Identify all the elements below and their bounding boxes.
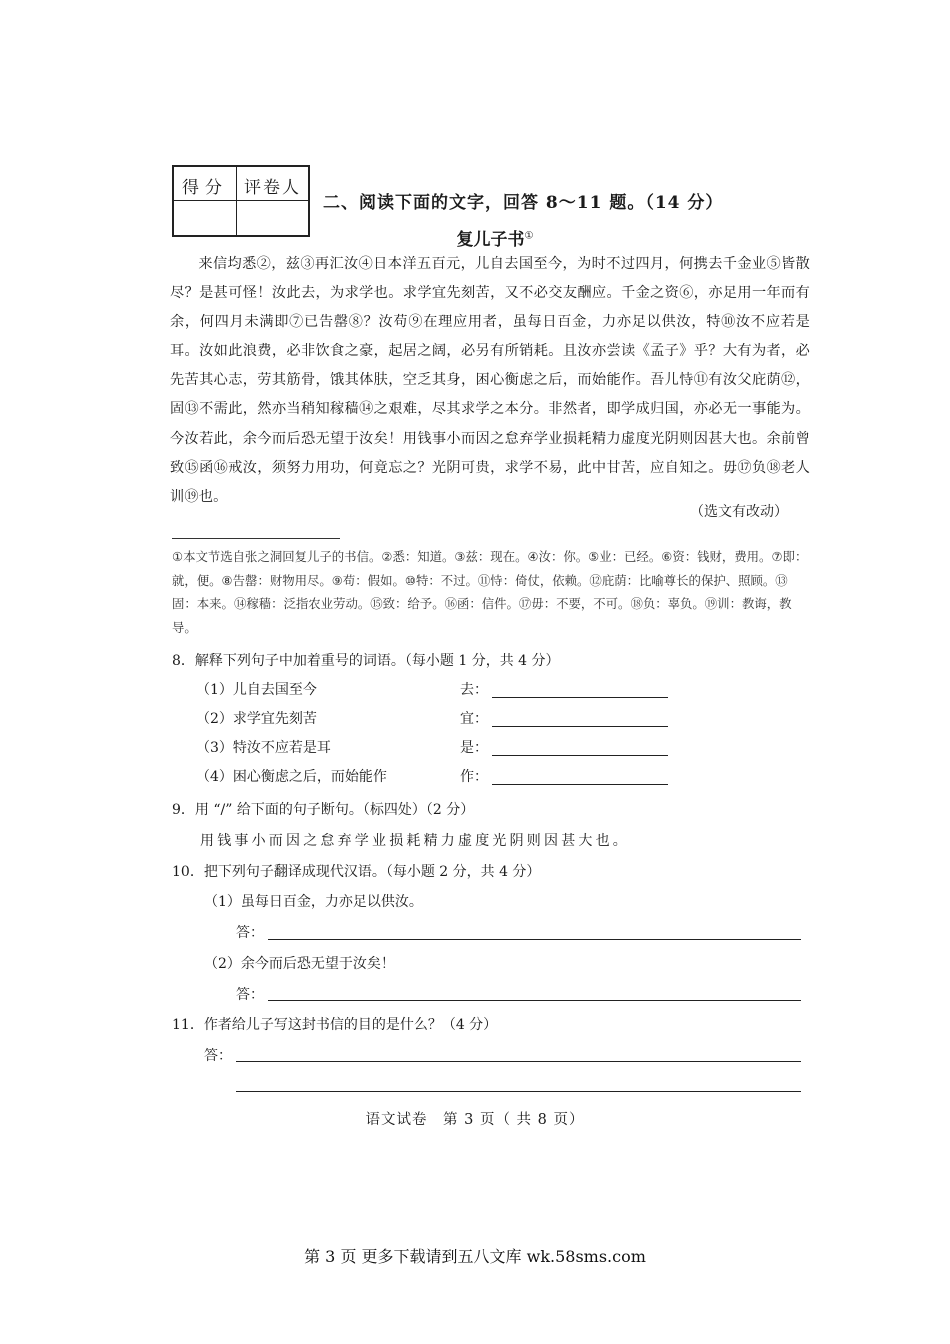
passage-title-text: 复儿子书 <box>456 230 525 250</box>
q10-item-2-answer-line[interactable] <box>268 1000 801 1001</box>
q8-item-4-word: 作： <box>460 769 488 785</box>
q10-item-2-label: （2）余今而后恐无望于汝矣！ <box>204 956 395 972</box>
score-label: 得分 <box>182 178 228 198</box>
passage-body: 来信均悉②，兹③再汇汝④日本洋五百元，儿自去国至今，为时不过四月，何携去千金业⑤皆散尽？是甚可怪！汝此去，为求学也。求学宜先刻苦，又不必交友酬应。千金之资⑥，亦足用一年而有余，何四月未满即⑦已告罄⑧？汝苟⑨在理应用者，虽每日百金，力亦足以供汝，特⑩汝不应若是耳。汝如此浪费，必非饮食之豪，起居之阔，必另有所销耗。且汝亦尝读《孟子》乎？大有为者，必先苦其心志，劳其筋骨，饿其体肤，空乏其身，困心衡虑之后，而始能作。吾儿恃⑪有汝父庇荫⑫，固⑬不需此，然亦当稍知稼穑⑭之艰难，尽其求学之本分。非然者，即学成归国，亦必无一事能为。今汝若此，余今而后恐无望于汝矣！用钱事小而因之怠弃学业损耗精力虚度光阴则因甚大也。余前曾致⑮函⑯戒汝，须努力用功，何竟忘之？光阴可贵，求学不易，此中甘苦，应自知之。毋⑰负⑱老人训⑲也。 <box>170 256 810 505</box>
q11-answer-line-2[interactable] <box>236 1091 801 1092</box>
score-box-row-divider <box>174 200 308 201</box>
passage-source: （选文有改动） <box>690 504 788 520</box>
q8-item-2-label: （2）求学宜先刻苦 <box>196 711 317 727</box>
q8-item-2-word: 宜： <box>460 711 488 727</box>
q10-item-2-answer-label: 答： <box>236 987 264 1003</box>
q9-sentence: 用钱事小而因之怠弃学业损耗精力虚度光阴则因甚大也。 <box>200 833 630 849</box>
q11-answer-line-1[interactable] <box>236 1061 801 1062</box>
q8-item-4-answer-line[interactable] <box>492 784 668 785</box>
q8-item-2-answer-line[interactable] <box>492 726 668 727</box>
q8-item-1-answer-line[interactable] <box>492 697 668 698</box>
q9-prompt: 9．用 “/” 给下面的句子断句。（标四处）（2 分） <box>172 802 475 818</box>
q10-item-1-answer-label: 答： <box>236 925 264 941</box>
q8-item-3-answer-line[interactable] <box>492 755 668 756</box>
download-banner[interactable]: 第 3 页 更多下载请到五八文库 wk.58sms.com <box>304 1247 646 1266</box>
passage-title <box>0 225 950 250</box>
q10-item-1-label: （1）虽每日百金，力亦足以供汝。 <box>204 894 423 910</box>
q8-item-3-label: （3）特汝不应若是耳 <box>196 740 331 756</box>
q8-item-1-word: 去： <box>460 682 488 698</box>
section-heading: 二、阅读下面的文字，回答 8～11 题。（14 分） <box>323 193 724 213</box>
q8-item-4-label: （4）困心衡虑之后，而始能作 <box>196 769 387 785</box>
grader-label: 评卷人 <box>244 178 301 198</box>
q11-prompt: 11．作者给儿子写这封书信的目的是什么？（4 分） <box>172 1017 498 1033</box>
page-footer: 语文试卷 第 3 页（ 共 8 页） <box>365 1112 585 1128</box>
q11-answer-label: 答： <box>204 1048 232 1064</box>
q8-prompt: 8．解释下列句子中加着重号的词语。（每小题 1 分，共 4 分） <box>172 653 560 669</box>
q10-item-1-answer-line[interactable] <box>268 939 801 940</box>
q10-prompt: 10．把下列句子翻译成现代汉语。（每小题 2 分，共 4 分） <box>172 864 541 880</box>
footnotes: ①本文节选自张之洞回复儿子的书信。②悉：知道。③兹：现在。④汝：你。⑤业：已经。⑥资：钱财，费用。⑦即：就，便。⑧告罄：财物用尽。⑨苟：假如。⑩特：不过。⑪恃：倚仗，依赖。⑫庇荫：比喻尊长的保护、照顾。⑬固：本来。⑭稼穑：泛指农业劳动。⑮致：给予。⑯函：信件。⑰毋：不要，不可。⑱负：辜负。⑲训：教诲，教导。 <box>172 549 808 635</box>
q8-item-3-word: 是： <box>460 740 488 756</box>
q8-item-1-label: （1）儿自去国至今 <box>196 682 317 698</box>
notes-divider <box>172 538 340 539</box>
passage-title-note: ① <box>524 230 534 242</box>
